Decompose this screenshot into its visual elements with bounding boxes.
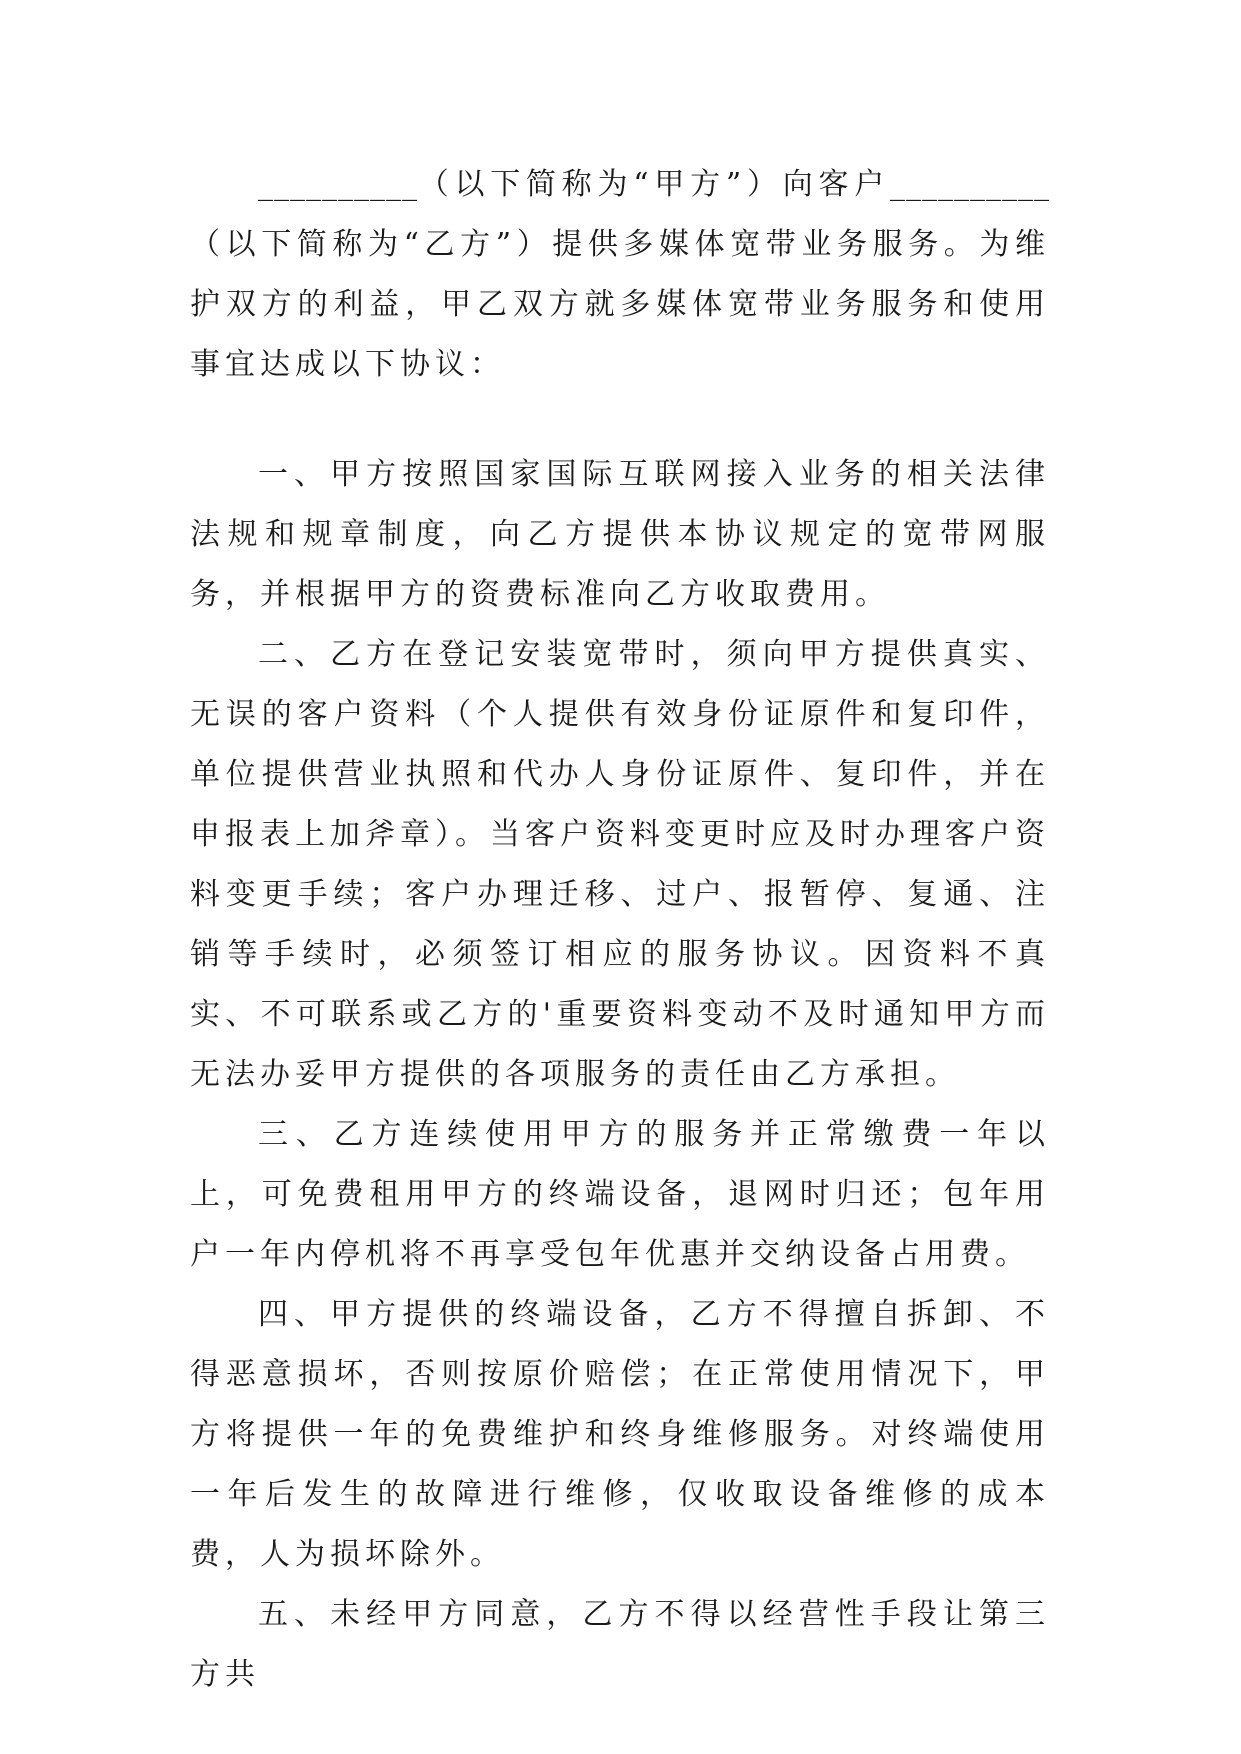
party-b-blank: __________ [890, 167, 1050, 202]
clause-3: 三、乙方连续使用甲方的服务并正常缴费一年以上，可免费租用甲方的终端设备，退网时归还；包年用户一年内停机将不再享受包年优惠并交纳设备占用费。 [190, 1117, 1050, 1272]
clause-1: 一、甲方按照国家国际互联网接入业务的相关法律法规和规章制度，向乙方提供本协议规定的宽带网服务，并根据甲方的资费标准向乙方收取费用。 [190, 457, 1050, 612]
intro-text-2: （以下简称为“乙方”）提供多媒体宽带业务服务。为维护双方的利益，甲乙双方就多媒体宽带业务服务和使用事宜达成以下协议： [190, 227, 1050, 382]
clause-2: 二、乙方在登记安装宽带时，须向甲方提供真实、无误的客户资料（个人提供有效身份证原件和复印件，单位提供营业执照和代办人身份证原件、复印件，并在申报表上加斧章）。当客户资料变更时应及时办理客户资料变更手续；客户办理迁移、过户、报暂停、复通、注销等手续时，必须签订相应的服务协议。因资料不真实、不可联系或乙方的'重要资料变动不及时通知甲方而无法办妥甲方提供的各项服务的责任由乙方承担。 [190, 637, 1050, 1092]
clauses-section [190, 445, 1050, 1705]
clause-4: 四、甲方提供的终端设备，乙方不得擅自拆卸、不得恶意损坏，否则按原价赔偿；在正常使用情况下，甲方将提供一年的免费维护和终身维修服务。对终端使用一年后发生的故障进行维修，仅收取设备维修的成本费，人为损坏除外。 [190, 1297, 1050, 1572]
party-a-blank: __________ [258, 167, 418, 202]
intro-text [190, 155, 1050, 395]
clause-5: 五、未经甲方同意，乙方不得以经营性手段让第三方共 [190, 1597, 1050, 1692]
intro-text-1: （以下简称为“甲方”）向客户 [418, 167, 890, 202]
intro-paragraph [190, 155, 1050, 395]
